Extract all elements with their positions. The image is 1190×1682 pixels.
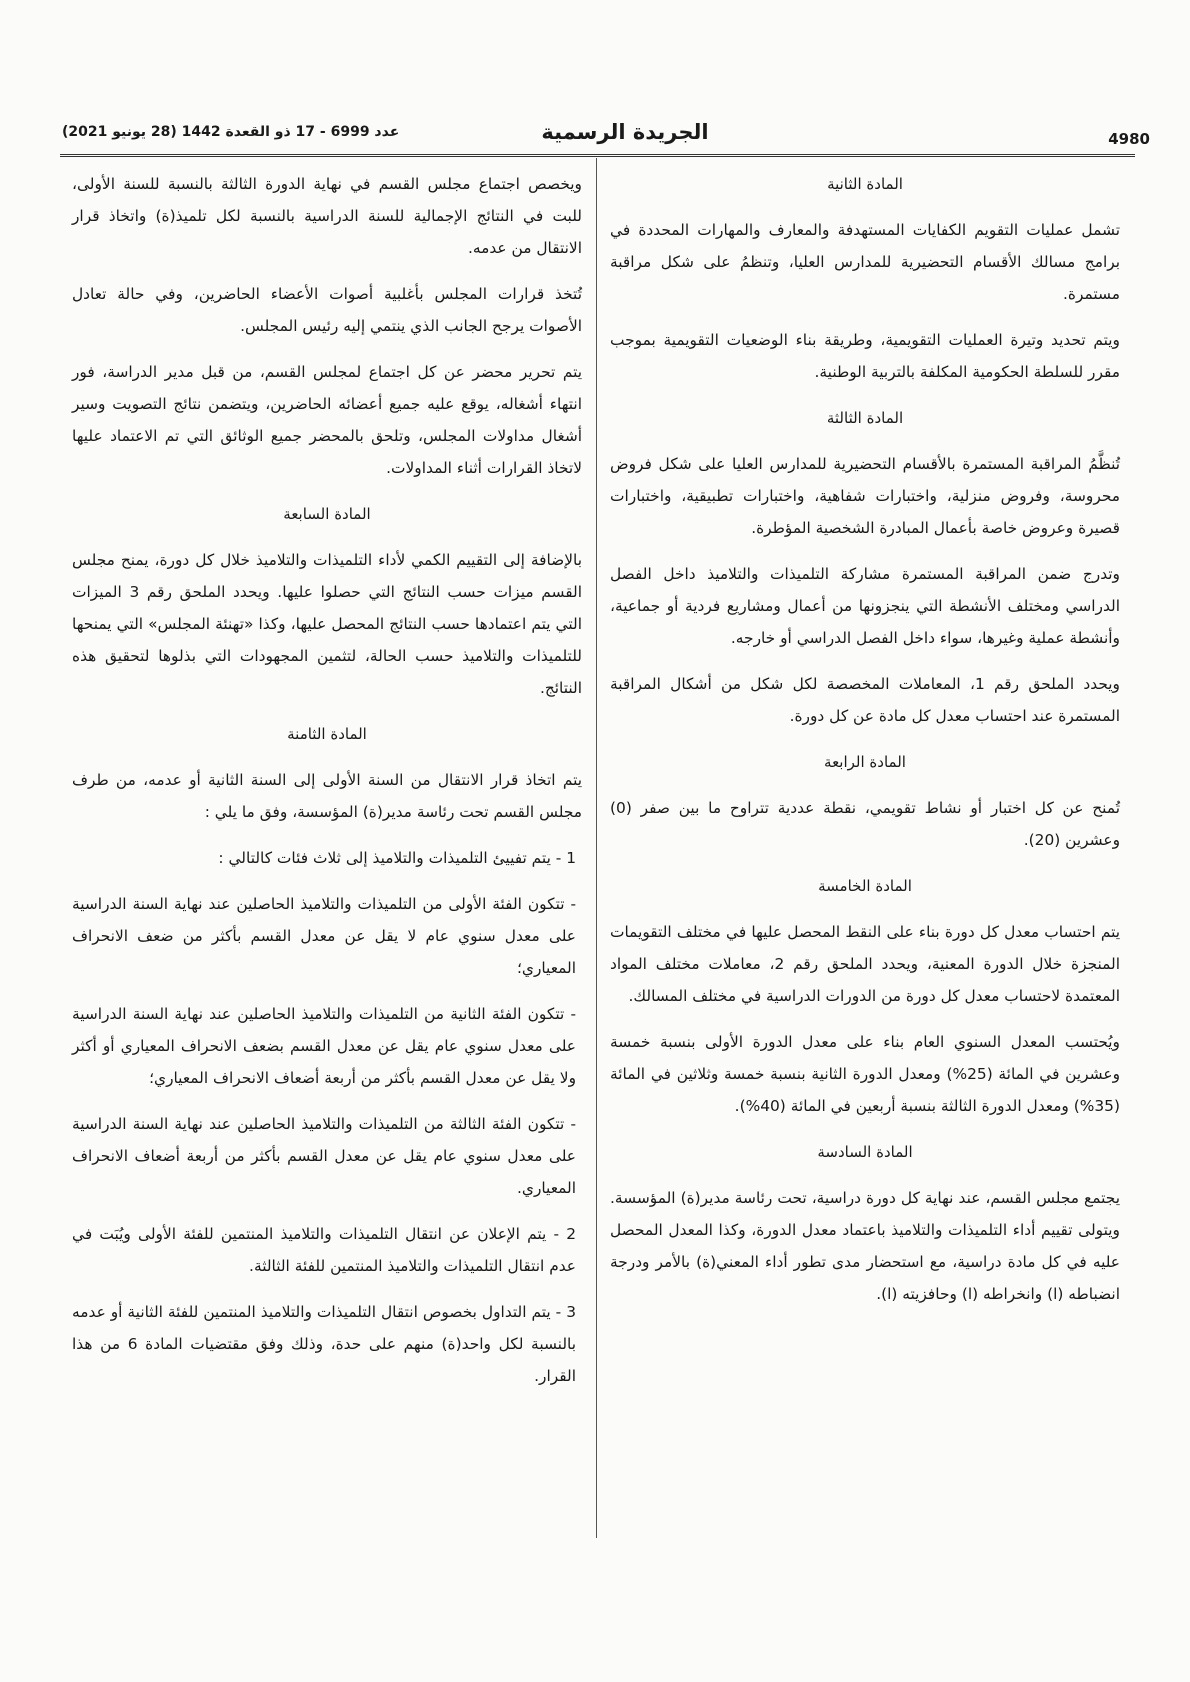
left-column	[72, 168, 582, 1406]
article-8-title: المادة الثامنة	[287, 725, 367, 743]
article-3-paragraph-2: وتدرج ضمن المراقبة المستمرة مشاركة التلميذات والتلاميذ داخل الفصل الدراسي ومختلف الأنشطة التي ينجزونها من أعمال ومشاريع فردية أو جماعية، وأنشطة عملية وغيرها، سواء داخل الفصل الدراسي أو خارجه.	[610, 565, 1120, 647]
article-6-title: المادة السادسة	[817, 1143, 913, 1161]
right-column	[610, 168, 1120, 1324]
article-5-paragraph-1: يتم احتساب معدل كل دورة بناء على النقط المحصل عليها في مختلف التقويمات المنجزة خلال الدورة المعنية، ويحدد الملحق رقم 2، معاملات مختلف المواد المعتمدة لاحتساب معدل كل دورة من الدورات الدراسية في مختلف المسالك.	[610, 923, 1121, 1005]
issue-info: عدد 6999 - 17 ذو القعدة 1442 (28 يونيو 2021)	[62, 124, 400, 140]
article-6-paragraph-4: يتم تحرير محضر عن كل اجتماع لمجلس القسم، من قبل مدير الدراسة، فور انتهاء أشغاله، يوقع عليه جميع أعضائه الحاضرين، ويتضمن نتائج التصويت وسير أشغال مداولات المجلس، وتلحق بالمحضر جميع الوثائق التي تم الاعتماد عليها لاتخاذ القرارات أثناء المداولات.	[72, 363, 582, 477]
article-6-paragraph-1: يجتمع مجلس القسم، عند نهاية كل دورة دراسية، تحت رئاسة مدير(ة) المؤسسة. ويتولى تقييم أداء التلميذات والتلاميذ باعتماد معدل الدورة، وكذا المعدل المحصل عليه في كل مادة دراسية، مع استحضار مدى تطور أداء المعني(ة) بالأمر ودرجة انضباطه (ا) وانخراطه (ا) وحافزيته (ا).	[610, 1189, 1120, 1303]
column-divider	[596, 158, 597, 1538]
article-3-title: المادة الثالثة	[826, 409, 904, 427]
article-2-title: المادة الثانية	[827, 175, 903, 193]
article-8-item-3: 3 - يتم التداول بخصوص انتقال التلميذات والتلاميذ المنتمين للفئة الثانية أو عدمه بالنسبة لكل واحد(ة) منهم على حدة، وذلك وفق مقتضيات المادة 6 من هذا القرار.	[72, 1303, 576, 1385]
gazette-title: الجريدة الرسمية	[541, 120, 709, 144]
article-5-title: المادة الخامسة	[818, 877, 912, 895]
article-6-paragraph-2: ويخصص اجتماع مجلس القسم في نهاية الدورة الثالثة بالنسبة للسنة الأولى، للبت في النتائج الإجمالية للسنة الدراسية بالنسبة لكل تلميذ(ة) واتخاذ قرار الانتقال من عدمه.	[72, 175, 582, 257]
article-2-paragraph-1: تشمل عمليات التقويم الكفايات المستهدفة والمعارف والمهارات المحددة في برامج مسالك الأقسام التحضيرية للمدارس العليا، وتنظمُ على شكل مراقبة مستمرة.	[610, 221, 1120, 303]
article-8-category-3: - تتكون الفئة الثالثة من التلميذات والتلاميذ الحاصلين عند نهاية السنة الدراسية على معدل سنوي عام يقل عن معدل القسم بأكثر من أربعة أضعاف الانحراف المعياري.	[72, 1115, 576, 1197]
article-2-paragraph-2: ويتم تحديد وتيرة العمليات التقويمية، وطريقة بناء الوضعيات التقويمية بموجب مقرر للسلطة الحكومية المكلفة بالتربية الوطنية.	[610, 331, 1120, 381]
article-7-paragraph-1: بالإضافة إلى التقييم الكمي لأداء التلميذات والتلاميذ خلال كل دورة، يمنح مجلس القسم ميزات حسب النتائج التي حصلوا عليها. ويحدد الملحق رقم 3 الميزات التي يتم اعتمادها حسب النتائج المحصل عليها، وكذا «تهنئة المجلس» التي يمنحها للتلميذات والتلاميذ حسب الحالة، لتثمين المجهودات التي بذلوها لتحقيق هذه النتائج.	[72, 551, 582, 697]
article-8-category-1: - تتكون الفئة الأولى من التلميذات والتلاميذ الحاصلين عند نهاية السنة الدراسية على معدل سنوي عام لا يقل عن معدل القسم بأكثر من ضعف الانحراف المعياري؛	[72, 895, 576, 977]
article-8-paragraph-1: يتم اتخاذ قرار الانتقال من السنة الأولى إلى السنة الثانية أو عدمه، من طرف مجلس القسم تحت رئاسة مدير(ة) المؤسسة، وفق ما يلي :	[72, 771, 582, 821]
header-rule	[60, 154, 1135, 157]
article-4-paragraph-1: تُمنح عن كل اختبار أو نشاط تقويمي، نقطة عددية تتراوح ما بين صفر (0) وعشرين (20).	[610, 799, 1120, 849]
article-7-title: المادة السابعة	[283, 505, 371, 523]
article-8-item-2: 2 - يتم الإعلان عن انتقال التلميذات والتلاميذ المنتمين للفئة الأولى ويُبَت في عدم انتقال التلميذات والتلاميذ المنتمين للفئة الثالثة.	[72, 1225, 576, 1275]
article-6-paragraph-3: تُتخذ قرارات المجلس بأغلبية أصوات الأعضاء الحاضرين، وفي حالة تعادل الأصوات يرجح الجانب الذي ينتمي إليه رئيس المجلس.	[72, 285, 582, 335]
article-8-category-2: - تتكون الفئة الثانية من التلميذات والتلاميذ الحاصلين عند نهاية السنة الدراسية على معدل سنوي عام يقل عن معدل القسم بضعف الانحراف المعياري أو أكثر ولا يقل عن معدل القسم بأكثر من أربعة أضعاف الانحراف المعياري؛	[72, 1005, 576, 1087]
article-4-title: المادة الرابعة	[824, 753, 906, 771]
article-3-paragraph-3: ويحدد الملحق رقم 1، المعاملات المخصصة لكل شكل من أشكال المراقبة المستمرة عند احتساب معدل كل مادة عن كل دورة.	[610, 675, 1120, 725]
article-3-paragraph-1: تُنظَّمُ المراقبة المستمرة بالأقسام التحضيرية للمدارس العليا على شكل فروض محروسة، وفروض منزلية، واختبارات شفاهية، واختبارات تطبيقية، واختبارات قصيرة وعروض خاصة بأعمال المبادرة الشخصية المؤطرة.	[610, 455, 1120, 537]
page-number: 4980	[1108, 130, 1150, 148]
article-8-item-1: 1 - يتم تفييئ التلميذات والتلاميذ إلى ثلاث فئات كالتالي :	[218, 849, 576, 867]
article-5-paragraph-2: ويُحتسب المعدل السنوي العام بناء على معدل الدورة الأولى بنسبة خمسة وعشرين في المائة (25%) ومعدل الدورة الثانية بنسبة خمسة وثلاثين في المائة (35%) ومعدل الدورة الثالثة بنسبة أربعين في المائة (40%).	[610, 1033, 1121, 1115]
